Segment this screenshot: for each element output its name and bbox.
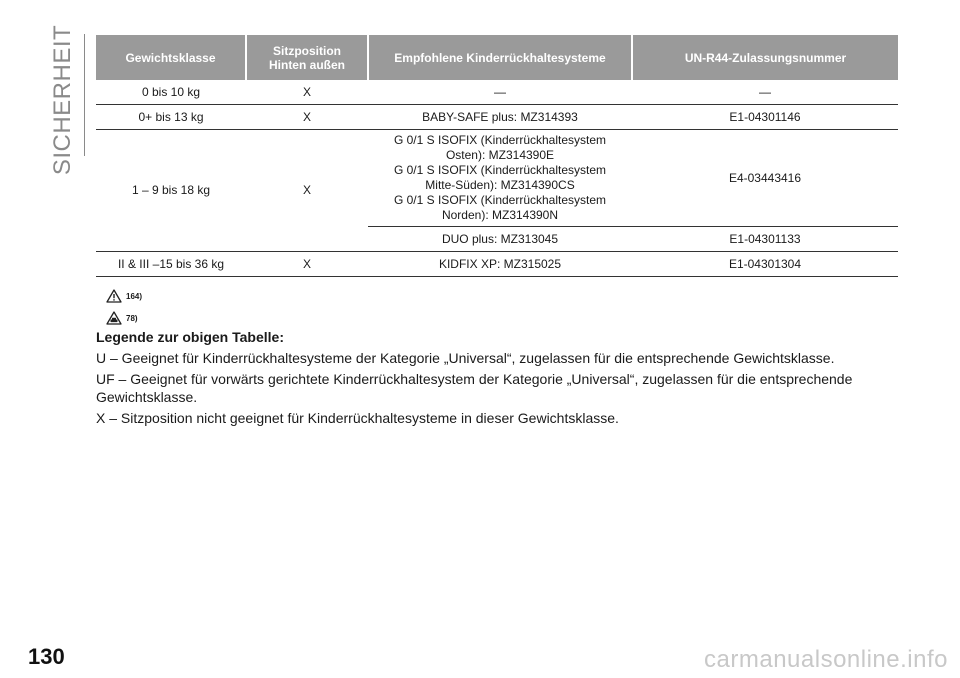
info-note[interactable] — [106, 310, 142, 326]
cell-approval: E1-04301146 — [632, 105, 898, 130]
cell-approval: E4-03443416 — [632, 130, 898, 227]
cell-approval: — — [632, 80, 898, 105]
warning-note-ref: 164) — [126, 291, 143, 301]
cell-weight: 0+ bis 13 kg — [96, 105, 246, 130]
legend-title: Legende zur obigen Tabelle: — [96, 329, 284, 345]
cell-system-multiline — [368, 130, 632, 227]
cell-seat: X — [246, 252, 368, 277]
warning-note[interactable] — [106, 288, 142, 304]
table-row — [96, 80, 898, 105]
cell-seat: X — [246, 105, 368, 130]
caution-triangle-icon — [106, 311, 122, 325]
cell-system: KIDFIX XP: MZ315025 — [368, 252, 632, 277]
system-line: G 0/1 S ISOFIX (Kinderrückhaltesystem — [393, 133, 607, 147]
cell-approval: E1-04301133 — [632, 227, 898, 252]
table-row — [96, 252, 898, 277]
system-line: G 0/1 S ISOFIX (Kinderrückhaltesystem — [393, 193, 607, 207]
section-title-text: SICHERHEIT — [49, 24, 77, 176]
header-approval: UN-R44-Zulassungsnummer — [632, 35, 898, 80]
cell-weight: 1 – 9 bis 18 kg — [96, 130, 246, 252]
table-header-row — [96, 35, 898, 80]
page-number: 130 — [28, 644, 65, 669]
cell-system: DUO plus: MZ313045 — [368, 227, 632, 252]
info-note-ref: 78) — [126, 313, 138, 323]
cell-weight: II & III –15 bis 36 kg — [96, 252, 246, 277]
child-seat-table — [96, 35, 898, 277]
system-line: Osten): MZ314390E — [445, 148, 555, 162]
legend — [96, 328, 896, 430]
header-seat-line1: Sitzposition — [273, 43, 341, 58]
cell-system: — — [368, 80, 632, 105]
cell-seat: X — [246, 130, 368, 252]
system-line: Norden): MZ314390N — [441, 208, 559, 222]
header-systems: Empfohlene Kinderrückhaltesysteme — [368, 35, 632, 80]
system-line: G 0/1 S ISOFIX (Kinderrückhaltesystem — [393, 163, 607, 177]
legend-u: U – Geeignet für Kinderrückhaltesysteme der Kategorie „Universal“, zugelassen für die entsprechende Gewichtsklasse. — [96, 350, 835, 366]
legend-uf: UF – Geeignet für vorwärts gerichtete Kinderrückhaltesystem der Kategorie „Universal“, zugelassen für die entsprechende Gewichtsklasse. — [96, 371, 853, 405]
table-row — [96, 105, 898, 130]
table-row — [96, 130, 898, 227]
header-seat-position — [246, 35, 368, 80]
legend-x: X – Sitzposition nicht geeignet für Kinderrückhaltesysteme in dieser Gewichtsklasse. — [96, 410, 619, 426]
section-divider — [84, 34, 85, 156]
system-line: Mitte-Süden): MZ314390CS — [425, 178, 575, 192]
section-title — [46, 24, 80, 176]
cell-seat: X — [246, 80, 368, 105]
cell-system: BABY-SAFE plus: MZ314393 — [368, 105, 632, 130]
cell-weight: 0 bis 10 kg — [96, 80, 246, 105]
cell-approval: E1-04301304 — [632, 252, 898, 277]
warning-triangle-icon — [106, 289, 122, 303]
note-references — [106, 288, 142, 332]
header-seat-line2: Hinten außen — [268, 57, 345, 72]
header-weight-class: Gewichtsklasse — [96, 35, 246, 80]
watermark: carmanualsonline.info — [704, 646, 948, 673]
